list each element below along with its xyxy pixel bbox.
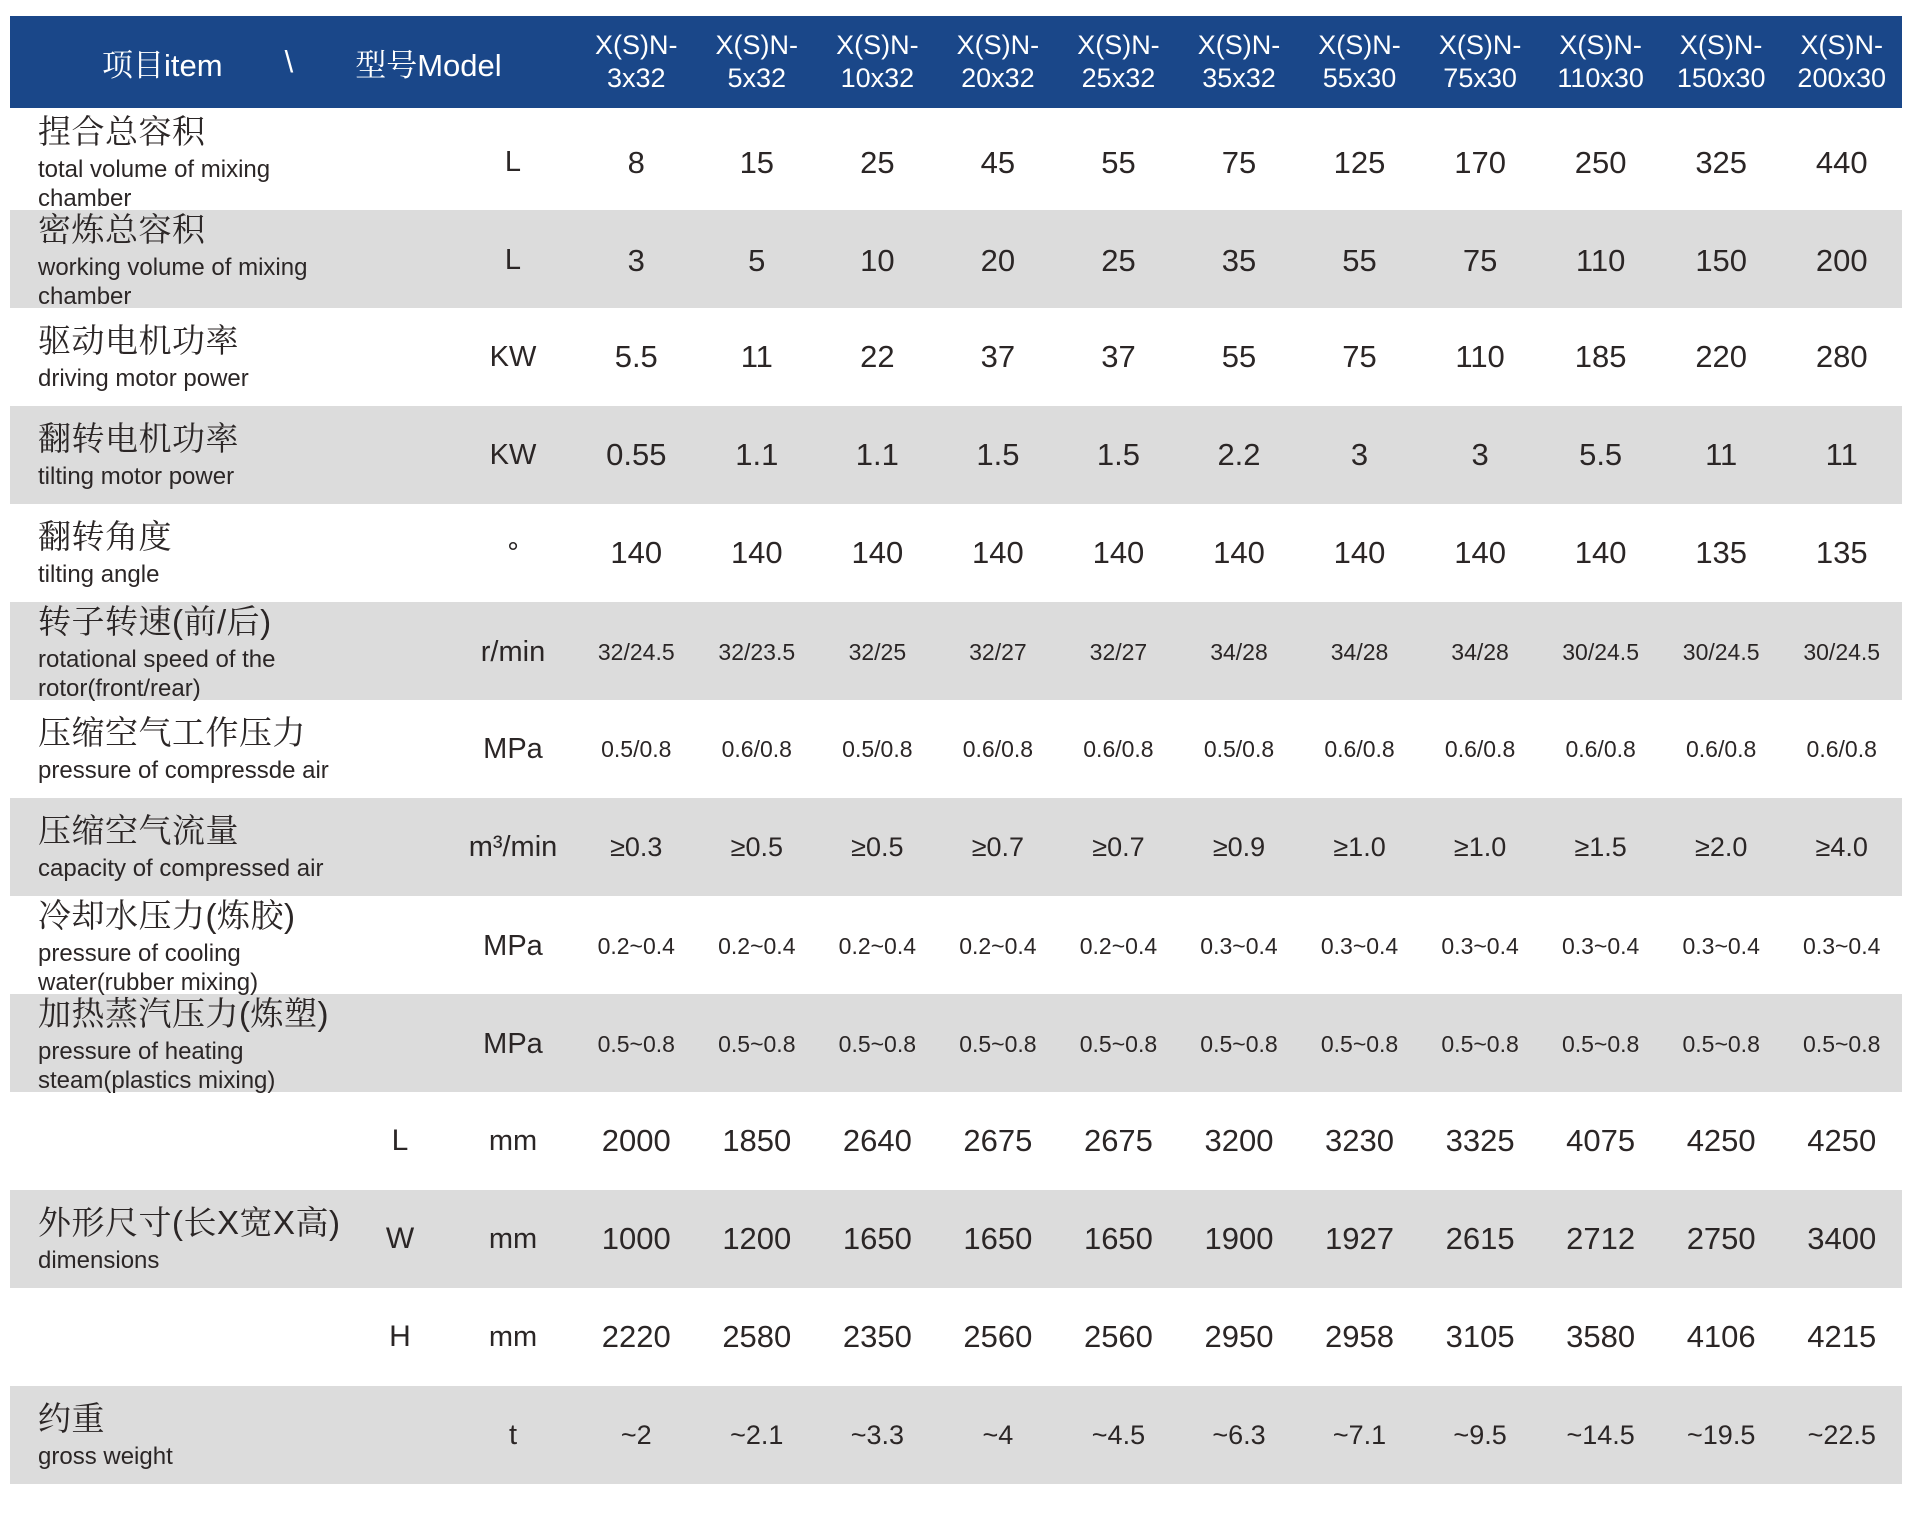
value-cell: 45 (980, 144, 1016, 180)
row-label-cn: 转子转速(前/后) (38, 603, 272, 640)
value-cell: ~4.5 (1091, 1419, 1146, 1450)
row-label (10, 210, 350, 311)
row-label (10, 994, 350, 1095)
model-header-cell (576, 29, 697, 95)
value-cell: 34/28 (1210, 639, 1268, 665)
row-label (10, 602, 350, 703)
value-cell: 3325 (1445, 1123, 1515, 1158)
model-prefix: X(S)N- (1438, 30, 1522, 60)
value-cell: 0.6/0.8 (1083, 735, 1154, 762)
model-header-cell (1179, 29, 1300, 95)
row-label-cn: 密炼总容积 (38, 211, 206, 248)
value-cell: 0.5~0.8 (597, 1031, 675, 1057)
row-label (10, 419, 350, 491)
value-cell: 140 (730, 535, 783, 570)
row-label (10, 1399, 350, 1471)
value-cell: 0.2~0.4 (1079, 933, 1158, 959)
value-cell: ≥1.5 (1574, 831, 1627, 862)
value-cell: 110 (1575, 242, 1626, 278)
model-prefix: X(S)N- (836, 30, 919, 60)
value-cell: 135 (1695, 535, 1748, 570)
row-label-cn: 压缩空气流量 (38, 812, 239, 849)
value-cell: 2580 (722, 1319, 792, 1354)
value-cell: 0.5~0.8 (1561, 1031, 1640, 1057)
value-cell: 2675 (963, 1123, 1033, 1158)
value-cell: ≥0.5 (851, 831, 904, 862)
row-unit: MPa (483, 930, 543, 962)
value-cell: 0.5~0.8 (1079, 1031, 1158, 1057)
row-label-cn: 加热蒸汽压力(炼塑) (38, 995, 329, 1032)
value-cell: ≥0.7 (1092, 831, 1145, 862)
value-cell: ≥0.3 (610, 831, 663, 862)
value-cell: 37 (980, 339, 1016, 374)
value-cell: 32/24.5 (597, 639, 675, 665)
row-sub-label: W (385, 1222, 415, 1255)
value-cell: 3230 (1325, 1123, 1395, 1158)
value-cell: 0.6/0.8 (1686, 735, 1757, 762)
spec-row (10, 798, 1902, 896)
row-unit: r/min (480, 636, 546, 668)
value-cell: 2750 (1686, 1221, 1756, 1256)
model-size: 55x30 (1322, 63, 1397, 93)
value-cell: 3200 (1204, 1123, 1274, 1158)
value-cell: 2220 (601, 1319, 671, 1354)
model-header-cell (1540, 29, 1661, 95)
value-cell: 0.5~0.8 (1682, 1031, 1760, 1057)
row-label (10, 1203, 350, 1275)
value-cell: 0.5/0.8 (842, 735, 913, 762)
value-cell: 22 (860, 339, 895, 374)
value-cell: 25 (860, 144, 895, 180)
value-cell: 200 (1815, 242, 1868, 278)
row-unit: mm (488, 1320, 538, 1353)
row-label (10, 896, 350, 997)
model-size: 20x32 (961, 63, 1035, 93)
value-cell: ~19.5 (1687, 1419, 1756, 1450)
value-cell: 140 (1213, 535, 1265, 570)
value-cell: 8 (627, 144, 645, 180)
row-sub-label: H (389, 1320, 411, 1353)
value-cell: 1.5 (976, 437, 1020, 472)
value-cell: 440 (1815, 144, 1868, 180)
value-cell: 1900 (1204, 1221, 1274, 1256)
table-body (10, 112, 1902, 1484)
value-cell: 75 (1221, 144, 1257, 180)
value-cell: 30/24.5 (1562, 639, 1639, 665)
value-cell: ~6.3 (1212, 1419, 1266, 1450)
value-cell: 1650 (963, 1221, 1033, 1256)
value-cell: 3105 (1445, 1319, 1515, 1354)
spec-row (10, 308, 1902, 406)
value-cell: ~14.5 (1566, 1419, 1635, 1450)
value-cell: 185 (1574, 339, 1627, 374)
value-cell: 2712 (1566, 1221, 1636, 1256)
value-cell: 0.5~0.8 (718, 1031, 796, 1057)
header-separator: \ (284, 44, 294, 79)
value-cell: 4106 (1686, 1319, 1756, 1354)
value-cell: 280 (1815, 339, 1868, 374)
row-label-en: gross weight (38, 1443, 173, 1470)
value-cell: 37 (1101, 339, 1136, 374)
value-cell: 2950 (1204, 1319, 1274, 1354)
row-unit: MPa (483, 1028, 543, 1060)
value-cell: 140 (610, 535, 663, 570)
model-size: 25x32 (1081, 63, 1156, 93)
value-cell: 1.1 (855, 437, 899, 472)
value-cell: ~2 (620, 1419, 652, 1450)
value-cell: 0.5~0.8 (959, 1031, 1037, 1057)
value-cell: 1200 (722, 1221, 792, 1256)
value-cell: 140 (851, 535, 904, 570)
value-cell: 30/24.5 (1803, 639, 1881, 665)
value-cell: 2.2 (1217, 437, 1261, 472)
value-cell: 1650 (842, 1221, 912, 1256)
model-prefix: X(S)N- (1559, 30, 1642, 60)
row-label-cn: 驱动电机功率 (38, 322, 239, 359)
value-cell: 0.2~0.4 (597, 933, 675, 959)
row-label-en: rotational speed of the rotor(front/rear) (38, 646, 276, 702)
value-cell: 1000 (601, 1221, 671, 1256)
value-cell: 32/27 (969, 639, 1027, 665)
table-header (10, 16, 1902, 108)
value-cell: 1927 (1325, 1221, 1395, 1256)
row-unit: KW (489, 340, 537, 373)
value-cell: 220 (1695, 339, 1748, 374)
row-label-cn: 翻转角度 (38, 518, 172, 555)
row-label-cn: 外形尺寸(长X宽X高) (38, 1204, 341, 1241)
value-cell: 2560 (963, 1319, 1033, 1354)
value-cell: 1650 (1083, 1221, 1153, 1256)
value-cell: 2958 (1325, 1319, 1395, 1354)
value-cell: 1.1 (735, 437, 779, 472)
row-label-en: total volume of mixing chamber (38, 156, 271, 212)
value-cell: 0.6/0.8 (962, 735, 1034, 762)
value-cell: 11 (740, 339, 773, 374)
value-cell: 3 (1350, 437, 1369, 472)
value-cell: 325 (1695, 144, 1748, 180)
row-unit: L (504, 244, 522, 276)
value-cell: 0.5~0.8 (1200, 1031, 1278, 1057)
spec-row (10, 112, 1902, 210)
value-cell: 0.55 (606, 437, 667, 472)
value-cell: 0.3~0.4 (1803, 933, 1881, 959)
value-cell: ≥4.0 (1815, 831, 1868, 862)
spec-row (10, 210, 1902, 308)
row-label-en: pressure of cooling water(rubber mixing) (38, 940, 259, 996)
row-label (10, 321, 350, 393)
spec-row (10, 602, 1902, 700)
value-cell: 4215 (1807, 1319, 1877, 1354)
row-unit: t (508, 1418, 518, 1451)
model-prefix: X(S)N- (1197, 30, 1281, 60)
value-cell: ~2.1 (730, 1419, 784, 1450)
row-label (10, 713, 350, 785)
value-cell: 135 (1815, 535, 1868, 570)
header-model-label: 型号Model (355, 47, 502, 83)
row-label-cn: 捏合总容积 (38, 113, 206, 150)
value-cell: 0.6/0.8 (1806, 735, 1877, 762)
value-cell: 2615 (1445, 1221, 1515, 1256)
value-cell: 20 (980, 242, 1016, 278)
spec-row (10, 1386, 1902, 1484)
value-cell: 0.5/0.8 (1203, 735, 1275, 762)
spec-row (10, 406, 1902, 504)
value-cell: 250 (1574, 144, 1627, 180)
value-cell: 2000 (601, 1123, 671, 1158)
value-cell: 11 (1705, 437, 1738, 472)
model-size: 150x30 (1676, 63, 1766, 93)
row-unit: L (504, 146, 522, 178)
model-header-cell (1661, 29, 1782, 95)
spec-table (10, 16, 1902, 1484)
value-cell: 32/23.5 (718, 639, 796, 665)
value-cell: 0.2~0.4 (718, 933, 796, 959)
value-cell: 0.3~0.4 (1561, 933, 1640, 959)
value-cell: ≥0.5 (730, 831, 783, 862)
spec-row (10, 1092, 1902, 1190)
value-cell: ≥0.7 (971, 831, 1025, 862)
value-cell: ~7.1 (1332, 1419, 1387, 1450)
model-prefix: X(S)N- (1679, 30, 1763, 60)
model-prefix: X(S)N- (595, 30, 678, 60)
spec-row (10, 504, 1902, 602)
model-header-cell (1781, 29, 1902, 95)
value-cell: 55 (1221, 339, 1257, 374)
row-label-en: driving motor power (38, 365, 249, 392)
row-label-cn: 压缩空气工作压力 (38, 714, 306, 751)
value-cell: ≥1.0 (1453, 831, 1507, 862)
value-cell: 3580 (1566, 1319, 1636, 1354)
value-cell: 0.5/0.8 (601, 735, 672, 762)
model-size: 5x32 (727, 63, 787, 93)
spec-row (10, 1190, 1902, 1288)
row-label (10, 811, 350, 883)
spec-row (10, 896, 1902, 994)
model-size: 35x32 (1202, 63, 1276, 93)
value-cell: 34/28 (1330, 639, 1389, 665)
value-cell: 0.6/0.8 (1324, 735, 1395, 762)
value-cell: 4250 (1807, 1123, 1877, 1158)
value-cell: 0.6/0.8 (1565, 735, 1636, 762)
value-cell: 0.3~0.4 (1320, 933, 1399, 959)
value-cell: 4250 (1686, 1123, 1756, 1158)
model-header-cell (938, 29, 1059, 95)
model-size: 10x32 (840, 63, 915, 93)
value-cell: 2675 (1083, 1123, 1153, 1158)
header-item-label: 项目item (102, 47, 223, 83)
value-cell: 0.6/0.8 (721, 735, 792, 762)
value-cell: 3 (627, 242, 645, 278)
value-cell: 32/27 (1089, 639, 1148, 665)
value-cell: 0.3~0.4 (1200, 933, 1278, 959)
model-header-cell (697, 29, 818, 95)
value-cell: 140 (1333, 535, 1386, 570)
value-cell: 75 (1342, 339, 1377, 374)
value-cell: 0.3~0.4 (1441, 933, 1519, 959)
row-label-en: tilting motor power (38, 463, 235, 490)
value-cell: 32/25 (848, 639, 907, 665)
value-cell: 1850 (722, 1123, 792, 1158)
row-label-en: pressure of compressde air (38, 757, 329, 784)
header-item-model-cell (10, 40, 576, 85)
value-cell: 4075 (1566, 1123, 1636, 1158)
value-cell: 140 (1092, 535, 1145, 570)
spec-row (10, 1288, 1902, 1386)
model-prefix: X(S)N- (1318, 30, 1401, 60)
value-cell: 2640 (842, 1123, 912, 1158)
value-cell: 0.6/0.8 (1444, 735, 1516, 762)
row-unit: ° (507, 536, 519, 569)
value-cell: ~4 (982, 1419, 1014, 1450)
value-cell: 5.5 (614, 339, 658, 374)
row-label-cn: 冷却水压力(炼胶) (38, 897, 296, 934)
value-cell: 0.3~0.4 (1682, 933, 1760, 959)
model-prefix: X(S)N- (715, 30, 799, 60)
row-unit: mm (488, 1222, 538, 1255)
value-cell: ~3.3 (850, 1419, 904, 1450)
row-unit: mm (488, 1124, 538, 1157)
value-cell: 140 (972, 535, 1024, 570)
value-cell: 5 (748, 242, 766, 278)
value-cell: 140 (1454, 535, 1506, 570)
value-cell: 0.2~0.4 (838, 933, 917, 959)
model-size: 200x30 (1797, 63, 1887, 93)
value-cell: ≥1.0 (1333, 831, 1386, 862)
model-header-cell (1420, 29, 1541, 95)
row-unit: m³/min (468, 830, 558, 863)
value-cell: 0.5~0.8 (1803, 1031, 1881, 1057)
value-cell: 75 (1462, 242, 1498, 278)
row-sub-label: L (391, 1124, 409, 1157)
value-cell: 3400 (1807, 1221, 1877, 1256)
value-cell: 5.5 (1579, 437, 1623, 472)
model-header-cell (1058, 29, 1179, 95)
row-label-en: capacity of compressed air (38, 855, 324, 882)
value-cell: 140 (1574, 535, 1627, 570)
value-cell: 3 (1471, 437, 1489, 472)
row-label-en: tilting angle (38, 561, 160, 588)
value-cell: 34/28 (1451, 639, 1509, 665)
row-label-en: working volume of mixing chamber (38, 254, 308, 310)
row-unit: KW (489, 438, 537, 471)
value-cell: 110 (1455, 339, 1505, 374)
value-cell: ~22.5 (1807, 1419, 1876, 1450)
row-unit: MPa (483, 732, 543, 765)
value-cell: ≥2.0 (1695, 831, 1748, 862)
model-size: 75x30 (1443, 63, 1517, 93)
model-header-cell (1299, 29, 1420, 95)
model-size: 110x30 (1557, 63, 1644, 93)
value-cell: 10 (860, 242, 895, 278)
model-prefix: X(S)N- (956, 30, 1040, 60)
value-cell: 170 (1454, 144, 1506, 180)
value-cell: 0.5~0.8 (1441, 1031, 1519, 1057)
value-cell: 0.2~0.4 (959, 933, 1037, 959)
value-cell: 1.5 (1096, 437, 1140, 472)
value-cell: 35 (1221, 242, 1257, 278)
value-cell: 30/24.5 (1682, 639, 1760, 665)
row-label (10, 112, 350, 213)
spec-row (10, 994, 1902, 1092)
value-cell: 0.5~0.8 (1320, 1031, 1399, 1057)
value-cell: 25 (1101, 242, 1136, 278)
value-cell: ≥0.9 (1212, 831, 1266, 862)
value-cell: 55 (1101, 144, 1136, 180)
value-cell: 55 (1342, 242, 1377, 278)
model-header-cell (817, 29, 938, 95)
spec-row (10, 700, 1902, 798)
row-label-en: dimensions (38, 1247, 160, 1274)
model-prefix: X(S)N- (1800, 30, 1883, 60)
row-label-en: pressure of heating steam(plastics mixing) (38, 1038, 276, 1094)
value-cell: 15 (739, 144, 775, 180)
value-cell: 11 (1825, 437, 1858, 472)
row-label (10, 517, 350, 589)
value-cell: 2350 (842, 1319, 912, 1354)
row-label-cn: 翻转电机功率 (38, 420, 239, 457)
value-cell: 150 (1695, 242, 1748, 278)
value-cell: 0.5~0.8 (838, 1031, 917, 1057)
value-cell: 125 (1333, 144, 1386, 180)
value-cell: 2560 (1083, 1319, 1153, 1354)
model-size: 3x32 (606, 63, 666, 93)
model-prefix: X(S)N- (1077, 30, 1160, 60)
value-cell: ~9.5 (1453, 1419, 1507, 1450)
row-label-cn: 约重 (38, 1400, 105, 1437)
